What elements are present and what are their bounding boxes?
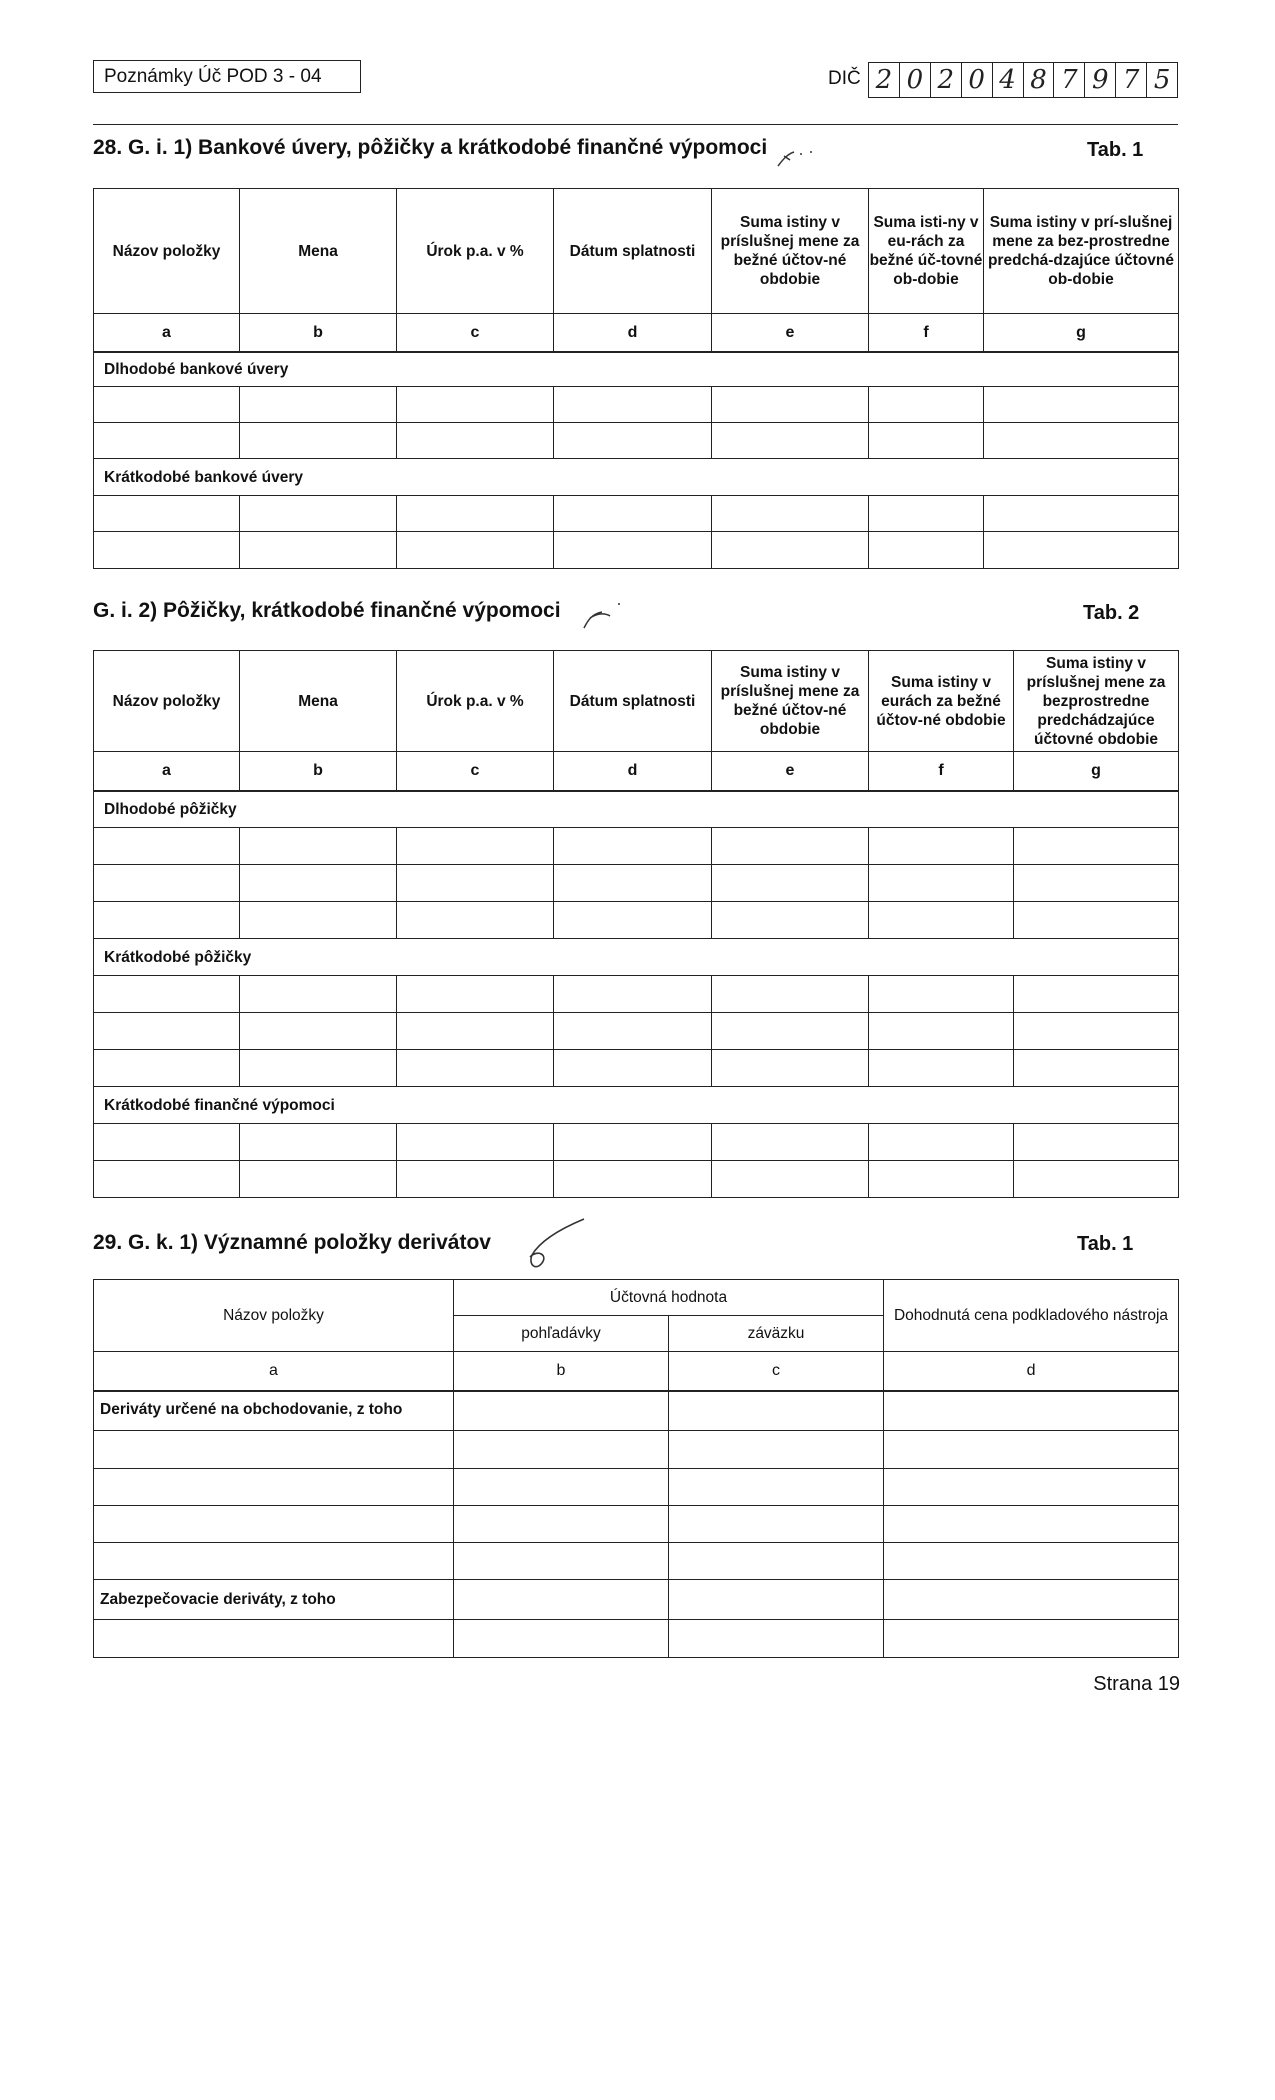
col-header: Účtovná hodnota bbox=[454, 1280, 884, 1316]
section-29-title: 29. G. k. 1) Významné položky derivátov bbox=[93, 1231, 491, 1254]
bank-loans-table bbox=[93, 188, 1179, 569]
table-row bbox=[94, 496, 1179, 532]
dic-digit: 9 bbox=[1085, 63, 1116, 97]
col-header: Suma istiny v príslušnej mene za bežné účtov-né obdobie bbox=[712, 651, 869, 752]
col-letter: e bbox=[712, 314, 869, 352]
col-header: Suma isti-ny v eu-rách za bežné úč-tovné ob-dobie bbox=[869, 189, 984, 314]
group-label: Dlhodobé pôžičky bbox=[94, 791, 1179, 828]
table-row bbox=[94, 1124, 1179, 1161]
group-label: Krátkodobé finančné výpomoci bbox=[94, 1087, 1179, 1124]
col-letter: c bbox=[397, 752, 554, 791]
section-gi2-title: G. i. 2) Pôžičky, krátkodobé finančné výpomoci bbox=[93, 599, 561, 622]
dic-number-boxes bbox=[868, 62, 1178, 98]
col-header: Mena bbox=[240, 651, 397, 752]
header-divider bbox=[93, 124, 1178, 125]
dic-digit: 8 bbox=[1024, 63, 1055, 97]
table-row bbox=[94, 1161, 1179, 1198]
col-header: Suma istiny v príslušnej mene za bežné účtov-né obdobie bbox=[712, 189, 869, 314]
col-header: Dohodnutá cena podkladového nástroja bbox=[884, 1280, 1179, 1352]
table-row bbox=[94, 865, 1179, 902]
col-header: Úrok p.a. v % bbox=[397, 651, 554, 752]
page-number: Strana 19 bbox=[1093, 1673, 1180, 1695]
col-letter: b bbox=[240, 752, 397, 791]
tab-1-label: Tab. 1 bbox=[1087, 139, 1144, 161]
col-letter: d bbox=[884, 1352, 1179, 1391]
col-letter: a bbox=[94, 314, 240, 352]
col-header: Suma istiny v príslušnej mene za bezprostredne predchádzajúce účtovné obdobie bbox=[1014, 651, 1179, 752]
col-letter: d bbox=[554, 752, 712, 791]
col-header: Mena bbox=[240, 189, 397, 314]
col-letter: a bbox=[94, 1352, 454, 1391]
handwritten-mark-icon bbox=[520, 1215, 590, 1275]
col-header: záväzku bbox=[669, 1316, 884, 1352]
tab-2-label: Tab. 2 bbox=[1083, 602, 1140, 624]
dic-digit: 4 bbox=[993, 63, 1024, 97]
col-letter: a bbox=[94, 752, 240, 791]
col-letter: g bbox=[984, 314, 1179, 352]
group-label: Deriváty určené na obchodovanie, z toho bbox=[94, 1391, 454, 1431]
col-header: Suma istiny v prí-slušnej mene za bez-prostredne predchá-dzajúce účtovné ob-dobie bbox=[984, 189, 1179, 314]
tab-1-label: Tab. 1 bbox=[1077, 1233, 1134, 1255]
section-28-title: 28. G. i. 1) Bankové úvery, pôžičky a krátkodobé finančné výpomoci bbox=[93, 136, 768, 159]
form-code-box bbox=[93, 60, 361, 93]
table-row bbox=[94, 1431, 1179, 1469]
col-letter: b bbox=[240, 314, 397, 352]
col-header: Dátum splatnosti bbox=[554, 189, 712, 314]
table-row bbox=[94, 1013, 1179, 1050]
table-row bbox=[94, 1543, 1179, 1580]
col-letter: e bbox=[712, 752, 869, 791]
col-letter: f bbox=[869, 752, 1014, 791]
dic-label: DIČ bbox=[828, 68, 861, 89]
col-letter: d bbox=[554, 314, 712, 352]
dic-digit: 0 bbox=[900, 63, 931, 97]
table-row bbox=[94, 1620, 1179, 1658]
col-header: Názov položky bbox=[94, 651, 240, 752]
derivatives-table bbox=[93, 1279, 1179, 1658]
table-row bbox=[94, 902, 1179, 939]
col-header: Úrok p.a. v % bbox=[397, 189, 554, 314]
col-header: Dátum splatnosti bbox=[554, 651, 712, 752]
group-label: Krátkodobé bankové úvery bbox=[94, 459, 1179, 496]
loans-table bbox=[93, 650, 1179, 1198]
col-header: Názov položky bbox=[94, 1280, 454, 1352]
handwritten-mark-icon bbox=[770, 140, 850, 170]
col-header: Suma istiny v eurách za bežné účtov-né obdobie bbox=[869, 651, 1014, 752]
dic-digit: 2 bbox=[869, 63, 900, 97]
table-row bbox=[94, 1469, 1179, 1506]
handwritten-mark-icon bbox=[578, 598, 638, 632]
col-header: Názov položky bbox=[94, 189, 240, 314]
col-letter: b bbox=[454, 1352, 669, 1391]
col-letter: f bbox=[869, 314, 984, 352]
table-row bbox=[94, 1050, 1179, 1087]
group-label: Dlhodobé bankové úvery bbox=[94, 352, 1179, 387]
group-label: Krátkodobé pôžičky bbox=[94, 939, 1179, 976]
table-row bbox=[94, 1506, 1179, 1543]
dic-digit: 5 bbox=[1153, 65, 1171, 95]
col-header: pohľadávky bbox=[454, 1316, 669, 1352]
table-row bbox=[94, 532, 1179, 569]
col-letter: c bbox=[669, 1352, 884, 1391]
col-letter: c bbox=[397, 314, 554, 352]
table-row bbox=[94, 976, 1179, 1013]
table-row bbox=[94, 423, 1179, 459]
dic-digit: 7 bbox=[1116, 63, 1147, 97]
col-letter: g bbox=[1014, 752, 1179, 791]
table-row bbox=[94, 828, 1179, 865]
group-label: Zabezpečovacie deriváty, z toho bbox=[94, 1580, 454, 1620]
dic-digit: 2 bbox=[931, 63, 962, 97]
dic-digit: 0 bbox=[962, 63, 993, 97]
table-row bbox=[94, 387, 1179, 423]
dic-digit: 7 bbox=[1054, 63, 1085, 97]
form-code: Poznámky Úč POD 3 - 04 bbox=[104, 66, 322, 87]
